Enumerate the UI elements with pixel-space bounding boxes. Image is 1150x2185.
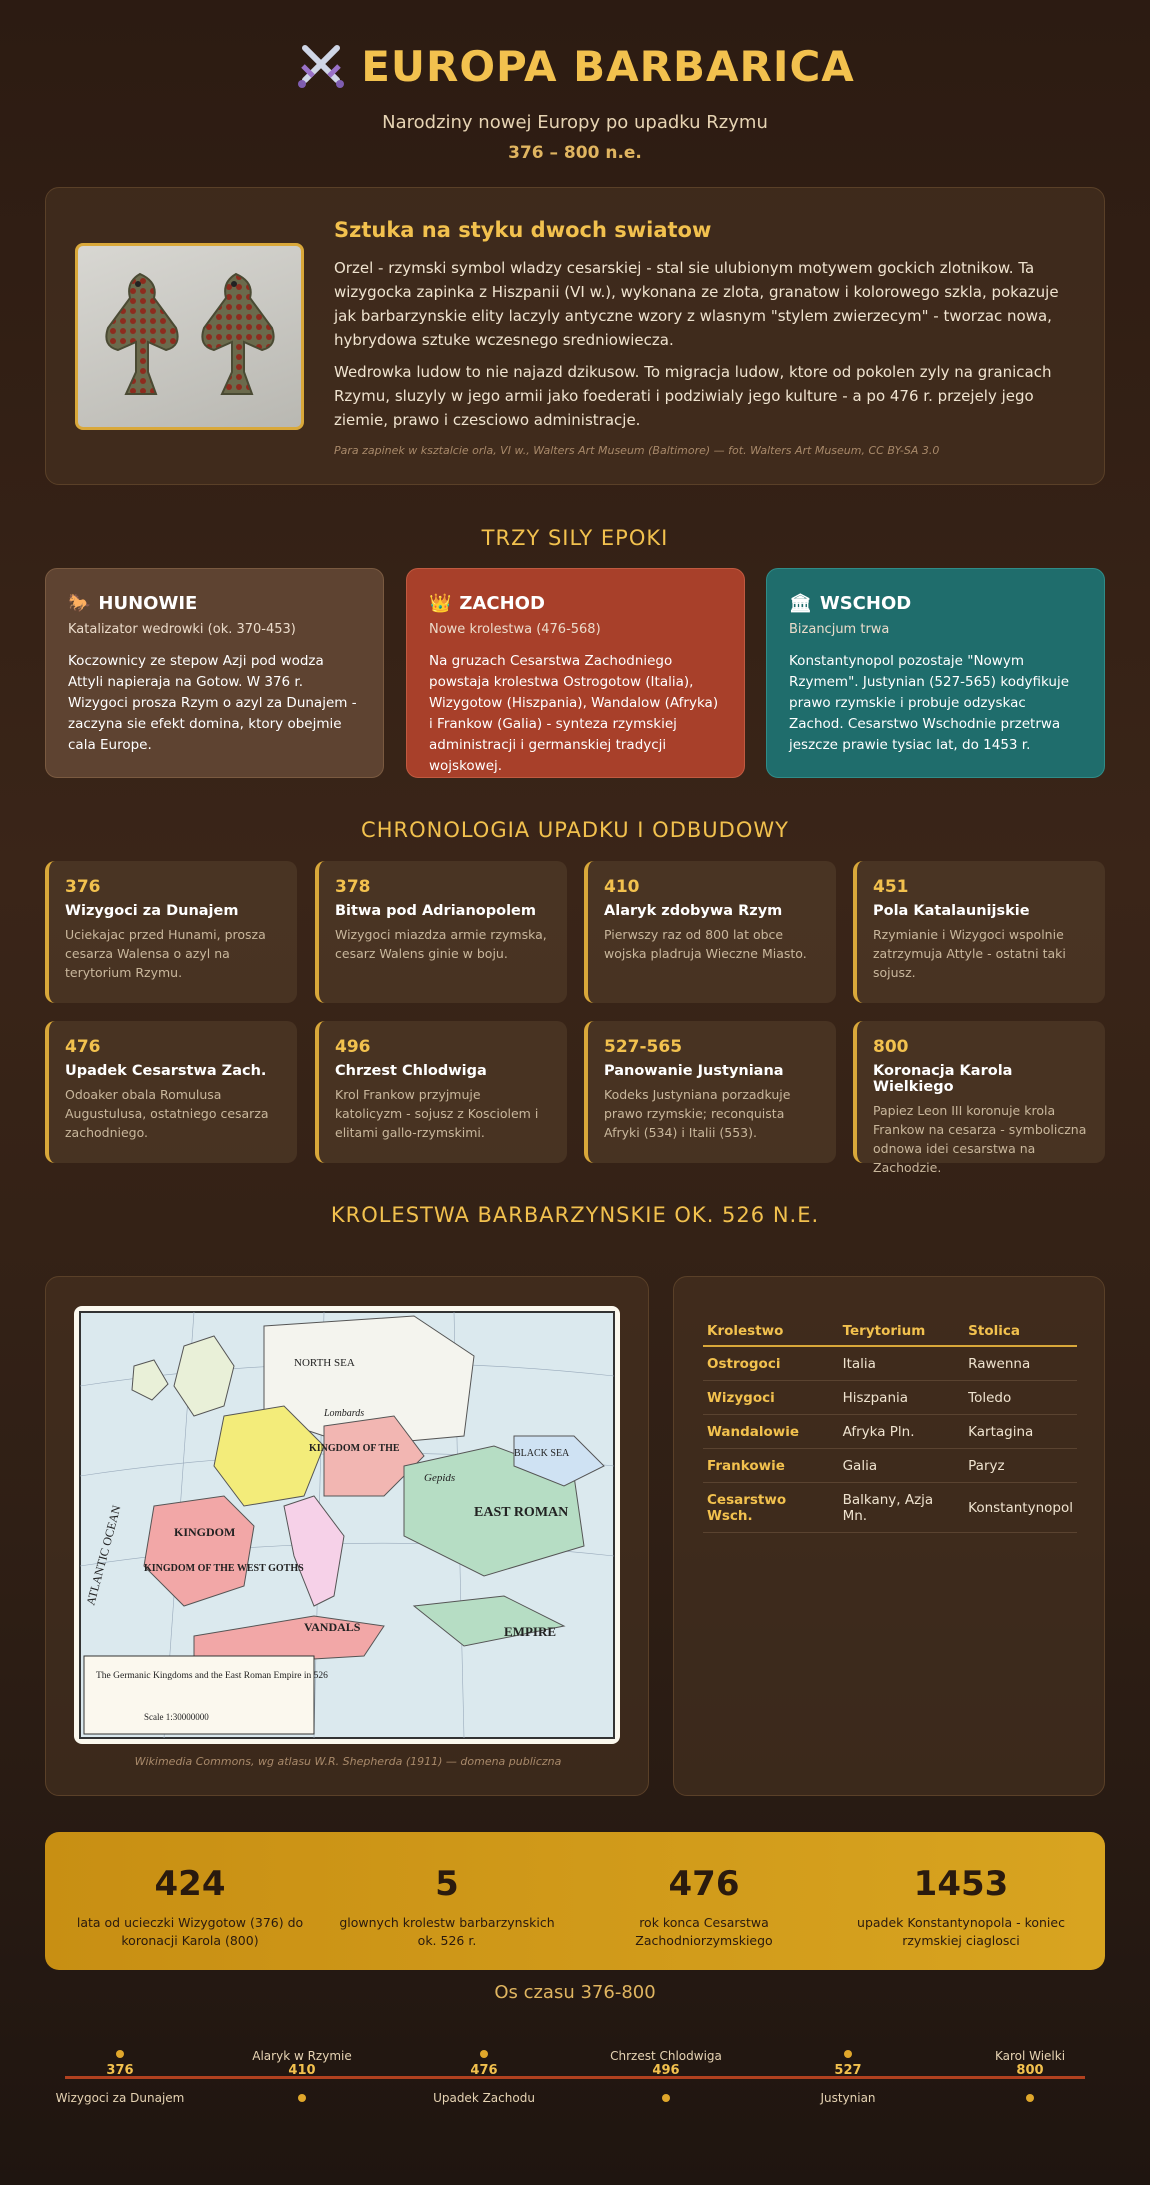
intro-paragraph-1: Orzel - rzymski symbol wladzy cesarskiej - stal sie ulubionym motywem gockich zlotnikow. Ta wizygocka zapinka z Hiszpanii (VI w.), wykonana ze zlota, granatow i kolorowego szkla, pokazuje jak barbarzynskie elity laczyly antyczne wzory z wlasnym "stylem zwierzecym" - tworzac nowa, hybrydowa sztuke wczesnego sredniowiecza. bbox=[334, 259, 1059, 349]
axis-label-bottom: Justynian bbox=[820, 2091, 876, 2105]
axis-label-top: Karol Wielki bbox=[994, 2049, 1066, 2063]
map-label: KINGDOM OF THE WEST GOTHS bbox=[144, 1563, 304, 1574]
capital-cell: Konstantynopol bbox=[964, 1483, 1077, 1533]
event-description: Papiez Leon III koronuje krola Frankow na cesarza - symboliczna odnowa idei cesarstwa na Zachodzie. bbox=[873, 1103, 1087, 1175]
capital-cell: Toledo bbox=[964, 1381, 1077, 1415]
horse-icon: 🐎 bbox=[68, 593, 91, 614]
stats-band bbox=[45, 1832, 1105, 1970]
title-text: EUROPA BARBARICA bbox=[361, 41, 855, 91]
map-label: EAST ROMAN bbox=[474, 1505, 569, 1520]
territory-cell: Italia bbox=[839, 1346, 965, 1381]
event-year: 527-565 bbox=[604, 1037, 683, 1057]
event-title: Chrzest Chlodwiga bbox=[335, 1063, 487, 1079]
map-inset-title: The Germanic Kingdoms and the East Roman Empire in 526 bbox=[96, 1671, 328, 1681]
capital-cell: Paryz bbox=[964, 1449, 1077, 1483]
temple-icon: 🏛 bbox=[789, 593, 812, 614]
event-description: Uciekajac przed Hunami, prosza cesarza Walensa o azyl na terytorium Rzymu. bbox=[65, 927, 266, 980]
table-row bbox=[703, 1346, 1077, 1381]
event-description: Krol Frankow przyjmuje katolicyzm - sojusz z Kosciolem i elitami gallo-rzymskimi. bbox=[335, 1087, 539, 1140]
timeline-event-card bbox=[584, 861, 836, 1003]
stat-label: rok konca Cesarstwa Zachodniorzymskiego bbox=[635, 1915, 773, 1948]
kingdoms-table-card bbox=[673, 1276, 1105, 1796]
axis-tick bbox=[60, 2059, 180, 2078]
axis-dot bbox=[480, 2050, 488, 2058]
power-card-huns bbox=[45, 568, 384, 778]
event-description: Rzymianie i Wizygoci wspolnie zatrzymuja Attyle - ostatni taki sojusz. bbox=[873, 927, 1066, 980]
event-year: 451 bbox=[873, 877, 909, 897]
territory-cell: Galia bbox=[839, 1449, 965, 1483]
axis-dot bbox=[662, 2094, 670, 2102]
event-title: Alaryk zdobywa Rzym bbox=[604, 903, 783, 919]
axis-dot bbox=[116, 2050, 124, 2058]
timeline-event-card bbox=[853, 861, 1105, 1003]
map-label: BLACK SEA bbox=[514, 1448, 570, 1459]
event-year: 410 bbox=[604, 877, 640, 897]
kingdom-cell: Cesarstwo Wsch. bbox=[703, 1483, 839, 1533]
column-header: Stolica bbox=[964, 1319, 1077, 1346]
map-label: Lombards bbox=[324, 1408, 365, 1419]
stat-item bbox=[589, 1864, 819, 1950]
timeline-event-card bbox=[315, 861, 567, 1003]
event-title: Bitwa pod Adrianopolem bbox=[335, 903, 536, 919]
kingdom-cell: Wandalowie bbox=[703, 1415, 839, 1449]
territory-cell: Hiszpania bbox=[839, 1381, 965, 1415]
powers-section-title: TRZY SILY EPOKI bbox=[481, 526, 669, 550]
capital-cell: Rawenna bbox=[964, 1346, 1077, 1381]
crossed-swords-icon bbox=[295, 40, 347, 92]
column-header: Terytorium bbox=[839, 1319, 965, 1346]
map-scale: Scale 1:30000000 bbox=[144, 1712, 209, 1722]
table-header-row bbox=[703, 1319, 1077, 1346]
eagle-fibulae-image bbox=[75, 243, 304, 430]
axis-label-bottom: Wizygoci za Dunajem bbox=[55, 2091, 185, 2105]
event-title: Wizygoci za Dunajem bbox=[65, 903, 239, 919]
map-label: Gepids bbox=[424, 1472, 456, 1484]
stat-label: glownych krolestw barbarzynskich ok. 526 r. bbox=[339, 1915, 555, 1948]
intro-paragraph-2: Wedrowka ludow to nie najazd dzikusow. To migracja ludow, ktore od pokolen zyly na granicach Rzymu, sluzyly w jego armii jako foederati i podziwialy jego kulture - a po 476 r. przejely jego ziemie, prawo i czesciowo administracje. bbox=[334, 363, 1052, 429]
axis-year: 410 bbox=[288, 2063, 316, 2078]
timeline-event-card bbox=[45, 1021, 297, 1163]
event-title: Koronacja Karola Wielkiego bbox=[873, 1063, 1013, 1095]
intro-title: Sztuka na styku dwoch swiatow bbox=[334, 218, 712, 242]
power-title: HUNOWIE bbox=[98, 593, 198, 614]
date-range: 376 – 800 n.e. bbox=[508, 143, 642, 163]
power-card-west bbox=[406, 568, 745, 778]
kingdom-cell: Frankowie bbox=[703, 1449, 839, 1483]
event-description: Kodeks Justyniana porzadkuje prawo rzymskie; reconquista Afryki (534) i Italii (553). bbox=[604, 1087, 791, 1140]
map-caption: Wikimedia Commons, wg atlasu W.R. Shepherda (1911) — domena publiczna bbox=[134, 1755, 562, 1768]
axis-label-top: Alaryk w Rzymie bbox=[252, 2049, 352, 2063]
stat-item bbox=[332, 1864, 562, 1950]
chronology-section-title: CHRONOLOGIA UPADKU I ODBUDOWY bbox=[361, 818, 789, 842]
crown-icon: 👑 bbox=[429, 593, 452, 614]
stat-number: 1453 bbox=[913, 1864, 1009, 1904]
capital-cell: Kartagina bbox=[964, 1415, 1077, 1449]
event-year: 476 bbox=[65, 1037, 101, 1057]
column-header: Krolestwo bbox=[703, 1319, 839, 1346]
kingdoms-section-title: KROLESTWA BARBARZYNSKIE OK. 526 N.E. bbox=[330, 1203, 820, 1227]
axis-label-bottom: Upadek Zachodu bbox=[433, 2091, 535, 2105]
table-row bbox=[703, 1483, 1077, 1533]
page-subtitle: Narodziny nowej Europy po upadku Rzymu bbox=[382, 112, 768, 133]
image-caption: Para zapinek w ksztalcie orla, VI w., Walters Art Museum (Baltimore) — fot. Walters Art Museum, CC BY-SA 3.0 bbox=[334, 444, 940, 457]
timeline-event-card bbox=[853, 1021, 1105, 1175]
map-card bbox=[45, 1276, 649, 1796]
timeline-event-card bbox=[584, 1021, 836, 1163]
power-body: Koczownicy ze stepow Azji pod wodza Attyli napieraja na Gotow. W 376 r. Wizygoci prosza Rzym o azyl za Dunajem - zaczyna sie efekt domina, ktory obejmie cala Europe. bbox=[68, 653, 357, 753]
power-body: Na gruzach Cesarstwa Zachodniego powstaja krolestwa Ostrogotow (Italia), Wizygotow (Hiszpania), Wandalow (Afryka) i Frankow (Galia) - synteza rzymskiej administracji i germanskiej tradycji wojskowej. bbox=[429, 653, 719, 774]
map-label: ATLANTIC OCEAN bbox=[83, 1503, 124, 1607]
event-description: Pierwszy raz od 800 lat obce wojska pladruja Wieczne Miasto. bbox=[604, 927, 807, 961]
power-title: WSCHOD bbox=[819, 593, 912, 614]
axis-tick bbox=[788, 2059, 908, 2078]
kingdom-cell: Wizygoci bbox=[703, 1381, 839, 1415]
event-year: 800 bbox=[873, 1037, 909, 1057]
stat-number: 5 bbox=[435, 1864, 459, 1904]
timeline-event-card bbox=[45, 861, 297, 1003]
timeline-axis-line bbox=[65, 2076, 1085, 2079]
intro-card bbox=[45, 187, 1105, 485]
axis-dot bbox=[1026, 2094, 1034, 2102]
event-year: 378 bbox=[335, 877, 371, 897]
timeline-event-card bbox=[315, 1021, 567, 1163]
event-year: 496 bbox=[335, 1037, 371, 1057]
page-title bbox=[295, 40, 855, 92]
historical-map-image bbox=[74, 1306, 620, 1744]
stat-number: 424 bbox=[154, 1864, 226, 1904]
event-description: Odoaker obala Romulusa Augustulusa, ostatniego cesarza zachodniego. bbox=[65, 1087, 269, 1140]
timeline-axis-title: Os czasu 376-800 bbox=[494, 1982, 656, 2003]
axis-dot bbox=[844, 2050, 852, 2058]
table-row bbox=[703, 1381, 1077, 1415]
power-subtitle: Bizancjum trwa bbox=[789, 622, 890, 637]
stat-label: upadek Konstantynopola - koniec rzymskiej ciaglosci bbox=[857, 1915, 1065, 1948]
map-label: KINGDOM OF THE bbox=[309, 1443, 400, 1454]
power-card-east bbox=[766, 568, 1105, 778]
page-header bbox=[0, 40, 1150, 163]
event-title: Pola Katalaunijskie bbox=[873, 903, 1030, 919]
event-year: 376 bbox=[65, 877, 101, 897]
event-title: Panowanie Justyniana bbox=[604, 1063, 784, 1079]
axis-year: 376 bbox=[106, 2063, 134, 2078]
kingdom-cell: Ostrogoci bbox=[703, 1346, 839, 1381]
map-label: NORTH SEA bbox=[294, 1357, 355, 1369]
axis-year: 527 bbox=[834, 2063, 862, 2078]
map-label: KINGDOM bbox=[174, 1525, 236, 1539]
stat-number: 476 bbox=[668, 1864, 740, 1904]
axis-year: 476 bbox=[470, 2063, 498, 2078]
axis-dot bbox=[298, 2094, 306, 2102]
axis-year: 800 bbox=[1016, 2063, 1044, 2078]
power-subtitle: Nowe krolestwa (476-568) bbox=[429, 622, 601, 637]
stat-item bbox=[846, 1864, 1076, 1950]
axis-tick bbox=[424, 2059, 544, 2078]
map-label: VANDALS bbox=[304, 1620, 361, 1634]
event-description: Wizygoci miazdza armie rzymska, cesarz Walens ginie w boju. bbox=[335, 927, 547, 961]
table-row bbox=[703, 1415, 1077, 1449]
map-label: EMPIRE bbox=[504, 1624, 556, 1639]
power-subtitle: Katalizator wedrowki (ok. 370-453) bbox=[68, 622, 296, 637]
kingdoms-table bbox=[703, 1319, 1077, 1533]
territory-cell: Balkany, Azja Mn. bbox=[839, 1483, 965, 1533]
event-title: Upadek Cesarstwa Zach. bbox=[65, 1063, 267, 1079]
axis-label-top: Chrzest Chlodwiga bbox=[610, 2049, 722, 2063]
stat-item bbox=[75, 1864, 305, 1950]
territory-cell: Afryka Pln. bbox=[839, 1415, 965, 1449]
power-body: Konstantynopol pozostaje "Nowym Rzymem". Justynian (527-565) kodyfikuje prawo rzymskie i probuje odzyskac Zachod. Cesarstwo Wschodnie przetrwa jeszcze prawie tysiac lat, do 1453 r. bbox=[789, 653, 1070, 753]
table-row bbox=[703, 1449, 1077, 1483]
axis-year: 496 bbox=[652, 2063, 680, 2078]
stat-label: lata od ucieczki Wizygotow (376) do koronacji Karola (800) bbox=[76, 1915, 304, 1948]
power-title: ZACHOD bbox=[459, 593, 545, 614]
